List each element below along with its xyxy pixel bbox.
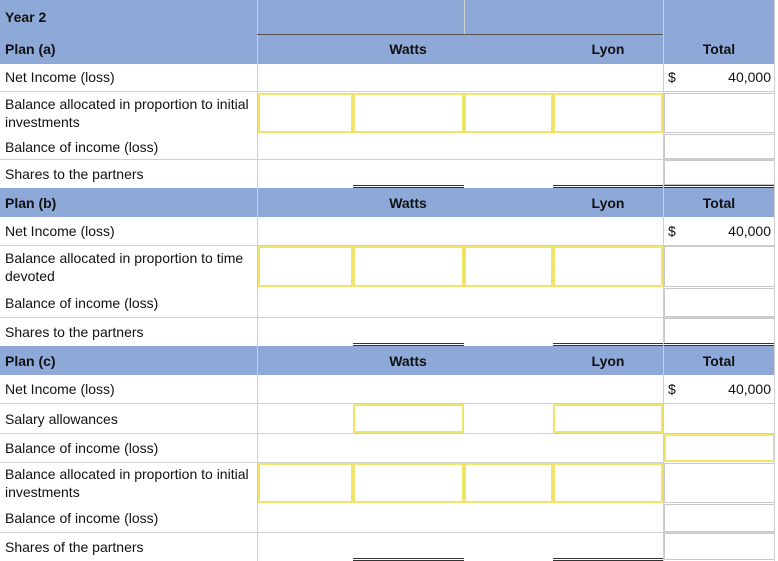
- plan-c-shares-total-cell[interactable]: [664, 533, 775, 560]
- plan-c-currency: $: [668, 381, 676, 397]
- plan-a-balance-total-cell[interactable]: [664, 134, 775, 159]
- plan-c-row-net-income-label: Net Income (loss): [5, 381, 115, 397]
- plan-c-row-shares-label: Shares of the partners: [5, 539, 144, 555]
- plan-c-salary-watts-input[interactable]: [353, 404, 464, 433]
- plan-b-allocated-total-cell[interactable]: [664, 246, 775, 287]
- plan-b-allocated-watts-input[interactable]: [353, 246, 464, 287]
- plan-c-shares-lyon-cell[interactable]: [553, 533, 663, 560]
- plan-c-row-salary-label: Salary allowances: [5, 411, 118, 427]
- plan-b-col-lyon: Lyon: [591, 195, 625, 211]
- plan-a-allocated-watts-label-input[interactable]: [258, 93, 353, 133]
- plan-a-row-net-income-label: Net Income (loss): [5, 69, 115, 85]
- plan-c-col-lyon: Lyon: [591, 353, 625, 369]
- plan-c-allocated-total-cell[interactable]: [664, 463, 775, 503]
- plan-b-currency: $: [668, 223, 676, 239]
- plan-a-allocated-watts-input[interactable]: [353, 93, 464, 133]
- plan-a-net-income-total: 40,000: [728, 69, 771, 85]
- plan-c-allocated-watts-label-input[interactable]: [258, 463, 353, 503]
- plan-c-col-watts: Watts: [389, 353, 427, 369]
- plan-c-allocated-watts-input[interactable]: [353, 463, 464, 503]
- plan-a-currency: $: [668, 69, 676, 85]
- plan-a-row-balance-label: Balance of income (loss): [5, 139, 159, 155]
- plan-c-shares-watts-cell[interactable]: [353, 533, 464, 560]
- plan-c-salary-lyon-input[interactable]: [553, 404, 663, 433]
- plan-b-allocated-lyon-label-input[interactable]: [464, 246, 553, 287]
- plan-c-allocated-lyon-label-input[interactable]: [464, 463, 553, 503]
- plan-a-row-allocated-label: Balance allocated in proportion to initial investments: [5, 96, 249, 130]
- plan-b-allocated-watts-label-input[interactable]: [258, 246, 353, 287]
- plan-b-row-shares-label: Shares to the partners: [5, 324, 144, 340]
- plan-a-col-lyon: Lyon: [591, 41, 625, 57]
- plan-c-col-total: Total: [702, 353, 736, 369]
- plan-a-col-total: Total: [702, 41, 736, 57]
- plan-c-net-income-total: 40,000: [728, 381, 771, 397]
- plan-b-row-balance-label: Balance of income (loss): [5, 295, 159, 311]
- plan-a-shares-lyon-cell[interactable]: [553, 160, 663, 185]
- year-header-band: [0, 0, 775, 34]
- plan-a-allocated-lyon-label-input[interactable]: [464, 93, 553, 133]
- plan-a-title: Plan (a): [5, 41, 56, 57]
- plan-b-row-allocated-label: Balance allocated in proportion to time devoted: [5, 250, 244, 284]
- plan-a-allocated-lyon-input[interactable]: [553, 93, 663, 133]
- plan-c-row-balance-2-label: Balance of income (loss): [5, 510, 159, 526]
- year-title: Year 2: [5, 9, 47, 25]
- plan-c-row-allocated-label: Balance allocated in proportion to initial investments: [5, 466, 249, 500]
- plan-c-title: Plan (c): [5, 353, 56, 369]
- plan-c-balance-2-total-cell[interactable]: [664, 504, 775, 532]
- plan-b-shares-lyon-cell[interactable]: [553, 318, 663, 344]
- plan-b-row-net-income-label: Net Income (loss): [5, 223, 115, 239]
- plan-a-row-shares-label: Shares to the partners: [5, 166, 144, 182]
- plan-c-allocated-lyon-input[interactable]: [553, 463, 663, 503]
- plan-a-allocated-total-cell[interactable]: [664, 93, 775, 133]
- plan-a-shares-total-cell[interactable]: [664, 160, 775, 185]
- plan-c-salary-total-cell[interactable]: [664, 404, 775, 433]
- plan-a-shares-watts-cell[interactable]: [353, 160, 464, 185]
- plan-c-balance-1-total-input[interactable]: [664, 434, 775, 462]
- plan-b-col-total: Total: [702, 195, 736, 211]
- plan-c-row-balance-1-label: Balance of income (loss): [5, 440, 159, 456]
- plan-b-title: Plan (b): [5, 195, 57, 211]
- plan-b-shares-watts-cell[interactable]: [353, 318, 464, 344]
- plan-b-allocated-lyon-input[interactable]: [553, 246, 663, 287]
- plan-b-balance-total-cell[interactable]: [664, 288, 775, 317]
- plan-b-shares-total-cell[interactable]: [664, 318, 775, 344]
- plan-a-col-watts: Watts: [389, 41, 427, 57]
- plan-b-net-income-total: 40,000: [728, 223, 771, 239]
- plan-b-col-watts: Watts: [389, 195, 427, 211]
